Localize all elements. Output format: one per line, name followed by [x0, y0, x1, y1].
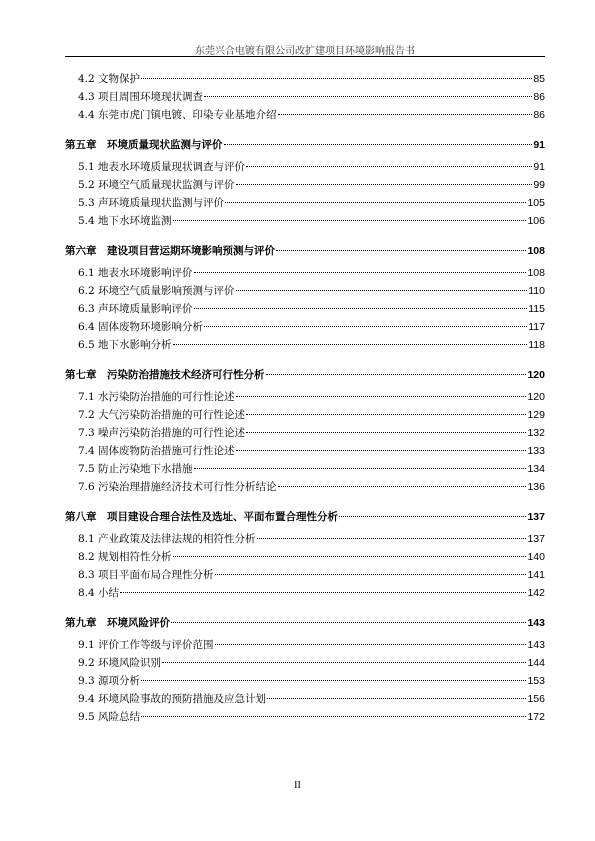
toc-chapter-entry[interactable]: [65, 136, 545, 154]
toc-section-entry[interactable]: [65, 70, 545, 88]
toc-entry-title: 5.3 声环境质量现状监测与评价: [78, 197, 225, 209]
toc-page-number: 108: [527, 245, 545, 257]
toc-page-number: 144: [527, 657, 545, 669]
running-header: 东莞兴合电镀有限公司改扩建项目环境影响报告书: [195, 46, 415, 57]
dot-leader: [278, 486, 527, 487]
toc-page-number: 106: [527, 215, 545, 227]
toc-page-number: 143: [527, 617, 545, 629]
dot-leader: [257, 538, 527, 539]
toc-page-number: 137: [527, 533, 545, 545]
dot-leader: [246, 166, 532, 167]
dot-leader: [173, 220, 527, 221]
toc-section-entry[interactable]: [65, 690, 545, 708]
toc-entry-title: 9.2 环境风险识别: [78, 657, 162, 669]
toc-entry-title: 6.3 声环境质量影响评价: [78, 303, 193, 315]
dot-leader: [225, 202, 526, 203]
toc-section-entry[interactable]: [65, 194, 545, 212]
toc-page-number: 108: [527, 267, 545, 279]
toc-page-number: 118: [528, 339, 545, 351]
toc-section-entry[interactable]: [65, 442, 545, 460]
toc-section-entry[interactable]: [65, 478, 545, 496]
dot-leader: [171, 622, 526, 623]
toc-page-number: 99: [533, 179, 545, 191]
dot-leader: [173, 556, 527, 557]
toc-section-entry[interactable]: [65, 282, 545, 300]
toc-section-entry[interactable]: [65, 584, 545, 602]
toc-page-number: 86: [533, 109, 545, 121]
toc-entry-title: 5.1 地表水环境质量现状调查与评价: [78, 161, 246, 173]
dot-leader: [215, 644, 527, 645]
toc-page-number: 156: [527, 693, 545, 705]
toc-page-number: 141: [527, 569, 545, 581]
dot-leader: [278, 114, 533, 115]
dot-leader: [215, 574, 527, 575]
toc-chapter-entry[interactable]: [65, 242, 545, 260]
table-of-contents: [65, 70, 545, 726]
dot-leader: [224, 144, 533, 145]
toc-entry-title: 9.1 评价工作等级与评价范围: [78, 639, 214, 651]
toc-section-entry[interactable]: [65, 300, 545, 318]
toc-section-entry[interactable]: [65, 336, 545, 354]
toc-section-entry[interactable]: [65, 106, 545, 124]
toc-section-entry[interactable]: [65, 530, 545, 548]
dot-leader: [141, 680, 526, 681]
toc-section-entry[interactable]: [65, 158, 545, 176]
toc-entry-title: 8.2 规划相符性分析: [78, 551, 172, 563]
toc-section-entry[interactable]: [65, 672, 545, 690]
toc-section-entry[interactable]: [65, 176, 545, 194]
toc-entry-title: 7.1 水污染防治措施的可行性论述: [78, 391, 235, 403]
dot-leader: [236, 396, 527, 397]
toc-section-entry[interactable]: [65, 264, 545, 282]
toc-page-number: 132: [527, 427, 545, 439]
toc-entry-title: 4.3 项目周围环境现状调查: [78, 91, 204, 103]
toc-entry-title: 7.4 固体废物防治措施可行性论述: [78, 445, 235, 457]
toc-page-number: 86: [533, 91, 545, 103]
dot-leader: [204, 96, 532, 97]
dot-leader: [194, 468, 527, 469]
dot-leader: [120, 592, 526, 593]
dot-leader: [141, 716, 526, 717]
toc-entry-title: 8.1 产业政策及法律法规的相符性分析: [78, 533, 256, 545]
toc-page-number: 105: [527, 197, 545, 209]
toc-entry-title: 5.4 地下水环境监测: [78, 215, 172, 227]
toc-section-entry[interactable]: [65, 654, 545, 672]
toc-entry-title: 4.2 文物保护: [78, 73, 141, 85]
toc-page-number: 137: [527, 511, 545, 523]
toc-entry-title: 9.3 源项分析: [78, 675, 141, 687]
dot-leader: [236, 290, 528, 291]
toc-section-entry[interactable]: [65, 88, 545, 106]
toc-page-number: 140: [527, 551, 545, 563]
toc-entry-title: 8.4 小结: [78, 587, 120, 599]
toc-section-entry[interactable]: [65, 212, 545, 230]
toc-section-entry[interactable]: [65, 406, 545, 424]
toc-section-entry[interactable]: [65, 636, 545, 654]
dot-leader: [246, 414, 526, 415]
toc-section-entry[interactable]: [65, 460, 545, 478]
toc-page-number: 153: [527, 675, 545, 687]
page-number: II: [294, 780, 301, 791]
dot-leader: [162, 662, 526, 663]
dot-leader: [276, 250, 526, 251]
dot-leader: [339, 516, 526, 517]
dot-leader: [236, 184, 533, 185]
toc-entry-title: 第六章 建设项目营运期环境影响预测与评价: [65, 245, 275, 257]
toc-entry-title: 7.2 大气污染防治措施的可行性论述: [78, 409, 246, 421]
toc-chapter-entry[interactable]: [65, 508, 545, 526]
toc-section-entry[interactable]: [65, 318, 545, 336]
toc-section-entry[interactable]: [65, 708, 545, 726]
toc-entry-title: 6.2 环境空气质量影响预测与评价: [78, 285, 235, 297]
dot-leader: [266, 374, 527, 375]
toc-page-number: 120: [527, 391, 545, 403]
toc-section-entry[interactable]: [65, 424, 545, 442]
toc-entry-title: 7.6 污染治理措施经济技术可行性分析结论: [78, 481, 277, 493]
toc-page-number: 133: [527, 445, 545, 457]
toc-entry-title: 第七章 污染防治措施技术经济可行性分析: [65, 369, 265, 381]
dot-leader: [194, 272, 527, 273]
toc-entry-title: 4.4 东莞市虎门镇电镀、印染专业基地介绍: [78, 109, 277, 121]
toc-page-number: 91: [533, 161, 545, 173]
toc-entry-title: 第五章 环境质量现状监测与评价: [65, 139, 223, 151]
toc-page-number: 110: [528, 285, 545, 297]
toc-entry-title: 第八章 项目建设合理合法性及选址、平面布置合理性分析: [65, 511, 338, 523]
dot-leader: [246, 432, 526, 433]
dot-leader: [194, 308, 528, 309]
toc-page-number: 120: [527, 369, 545, 381]
toc-entry-title: 9.4 环境风险事故的预防措施及应急计划: [78, 693, 267, 705]
toc-chapter-entry[interactable]: [65, 366, 545, 384]
toc-chapter-entry[interactable]: [65, 614, 545, 632]
toc-entry-title: 9.5 风险总结: [78, 711, 141, 723]
toc-section-entry[interactable]: [65, 566, 545, 584]
toc-page-number: 143: [527, 639, 545, 651]
toc-section-entry[interactable]: [65, 548, 545, 566]
dot-leader: [236, 450, 527, 451]
toc-entry-title: 6.1 地表水环境影响评价: [78, 267, 193, 279]
toc-entry-title: 8.3 项目平面布局合理性分析: [78, 569, 214, 581]
header-rule: [65, 56, 545, 57]
toc-entry-title: 第九章 环境风险评价: [65, 617, 170, 629]
toc-page-number: 142: [527, 587, 545, 599]
toc-entry-title: 5.2 环境空气质量现状监测与评价: [78, 179, 235, 191]
toc-entry-title: 6.5 地下水影响分析: [78, 339, 172, 351]
toc-page-number: 136: [527, 481, 545, 493]
toc-section-entry[interactable]: [65, 388, 545, 406]
dot-leader: [173, 344, 528, 345]
toc-entry-title: 7.5 防止污染地下水措施: [78, 463, 193, 475]
toc-page-number: 85: [533, 73, 545, 85]
dot-leader: [267, 698, 526, 699]
dot-leader: [141, 78, 532, 79]
toc-page-number: 172: [527, 711, 545, 723]
toc-page-number: 134: [527, 463, 545, 475]
toc-entry-title: 6.4 固体废物环境影响分析: [78, 321, 204, 333]
dot-leader: [204, 326, 527, 327]
toc-page-number: 117: [528, 321, 545, 333]
toc-page-number: 91: [533, 139, 545, 151]
toc-page-number: 129: [527, 409, 545, 421]
toc-entry-title: 7.3 噪声污染防治措施的可行性论述: [78, 427, 246, 439]
toc-page-number: 115: [528, 303, 545, 315]
